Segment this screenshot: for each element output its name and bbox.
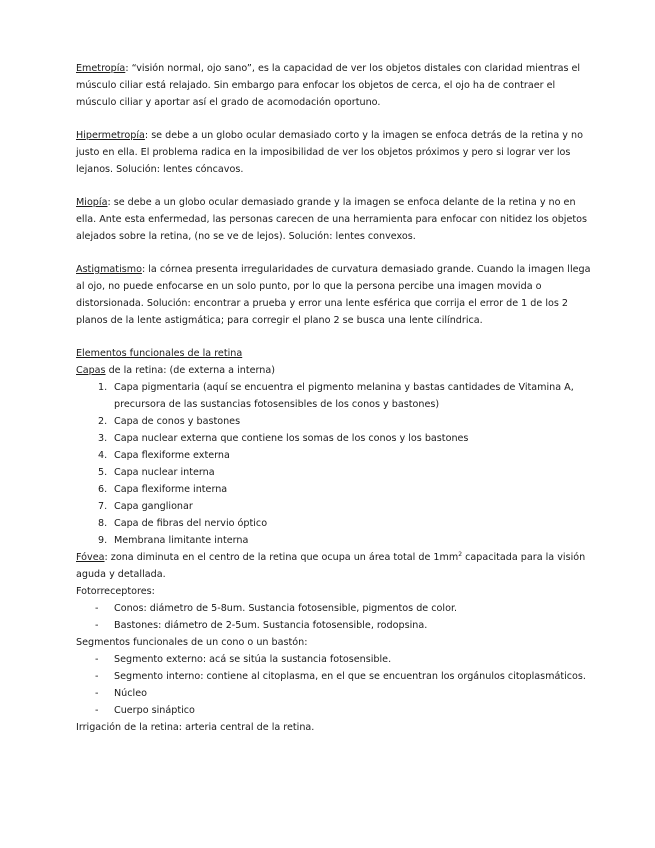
fovea-paragraph — [76, 549, 595, 583]
capas-rest: de la retina: (de externa a interna) — [105, 365, 275, 376]
list-item — [98, 498, 595, 515]
list-text: Núcleo — [114, 688, 147, 699]
segmentos-title: Segmentos funcionales de un cono o un bastón: — [76, 637, 308, 648]
list-text: Capa nuclear externa que contiene los somas de los conos y los bastones — [114, 433, 469, 444]
term-emetropia: Emetropía — [76, 63, 126, 74]
list-text: Bastones: diámetro de 2-5um. Sustancia fotosensible, rodopsina. — [114, 620, 428, 631]
list-text: Capa flexiforme externa — [114, 450, 230, 461]
capas-title — [76, 362, 595, 379]
list-item — [98, 379, 595, 413]
list-dash: - — [95, 620, 99, 631]
fovea-text-a: : zona diminuta en el centro de la retina que ocupa un área total de 1mm — [104, 552, 459, 563]
paragraph-miopia — [76, 194, 595, 245]
list-item — [95, 600, 595, 617]
segments-list — [76, 651, 595, 719]
text-miopia: : se debe a un globo ocular demasiado grande y la imagen se enfoca delante de la retina y no en ella. Ante esta enfermedad, las personas carecen de una herramienta para enfocar con nitidez los objetos alejados sobre la retina, (no se ve de lejos). Solución: lentes convexos. — [76, 197, 587, 242]
list-number: 4. — [98, 450, 108, 461]
list-number: 3. — [98, 433, 108, 444]
list-text: Membrana limitante interna — [114, 535, 249, 546]
list-text: Conos: diámetro de 5-8um. Sustancia fotosensible, pigmentos de color. — [114, 603, 458, 614]
paragraph-emetropia — [76, 60, 595, 111]
list-number: 2. — [98, 416, 108, 427]
fotorreceptores-title: Fotorreceptores: — [76, 586, 155, 597]
list-text: Segmento externo: acá se sitúa la sustancia fotosensible. — [114, 654, 392, 665]
list-item — [95, 702, 595, 719]
retina-heading: Elementos funcionales de la retina — [76, 348, 243, 359]
list-text: Capa de conos y bastones — [114, 416, 241, 427]
list-number: 6. — [98, 484, 108, 495]
list-number: 1. — [98, 382, 108, 393]
fovea-superscript: 2 — [458, 551, 463, 558]
list-number: 9. — [98, 535, 108, 546]
term-astigmatismo: Astigmatismo — [76, 264, 142, 275]
list-item — [98, 430, 595, 447]
photoreceptors-list — [76, 600, 595, 634]
list-number: 7. — [98, 501, 108, 512]
list-text: Capa pigmentaria (aquí se encuentra el pigmento melanina y bastas cantidades de Vitamina A, precursora de las sustancias fotosensibles de los conos y bastones) — [114, 382, 574, 410]
list-dash: - — [95, 603, 99, 614]
list-text: Capa flexiforme interna — [114, 484, 228, 495]
term-miopia: Miopía — [76, 197, 108, 208]
list-item — [98, 532, 595, 549]
list-text: Capa ganglionar — [114, 501, 193, 512]
capas-term: Capas — [76, 365, 106, 376]
text-emetropia: : “visión normal, ojo sano”, es la capacidad de ver los objetos distales con claridad mientras el músculo ciliar está relajado. Sin embargo para enfocar los objetos de cerca, el ojo ha de contraer el músculo ciliar y aportar así el grado de acomodación oportuno. — [76, 63, 581, 108]
list-item — [98, 464, 595, 481]
list-number: 5. — [98, 467, 108, 478]
list-item — [98, 481, 595, 498]
fovea-term: Fóvea — [76, 552, 105, 563]
list-dash: - — [95, 705, 99, 716]
retina-layers-list — [76, 379, 595, 549]
list-dash: - — [95, 654, 99, 665]
list-text: Capa de fibras del nervio óptico — [114, 518, 268, 529]
list-item — [95, 617, 595, 634]
list-item — [98, 413, 595, 430]
list-text: Cuerpo sináptico — [114, 705, 195, 716]
list-dash: - — [95, 688, 99, 699]
paragraph-astigmatismo — [76, 261, 595, 329]
list-text: Segmento interno: contiene al citoplasma, en el que se encuentran los orgánulos citoplasmáticos. — [114, 671, 586, 682]
fovea-text-b: capacitada para la visión aguda y detallada. — [76, 552, 586, 580]
paragraph-hipermetropia — [76, 127, 595, 178]
term-hipermetropia: Hipermetropía — [76, 130, 145, 141]
irrigacion-line: Irrigación de la retina: arteria central de la retina. — [76, 722, 315, 733]
list-text: Capa nuclear interna — [114, 467, 215, 478]
list-number: 8. — [98, 518, 108, 529]
text-hipermetropia: : se debe a un globo ocular demasiado corto y la imagen se enfoca detrás de la retina y no justo en ella. El problema radica en la imposibilidad de ver los objetos próximos y pero si lograr ver los lejanos. Solución: lentes cóncavos. — [76, 130, 583, 175]
list-item — [95, 685, 595, 702]
list-item — [95, 651, 595, 668]
list-item — [98, 447, 595, 464]
list-dash: - — [95, 671, 99, 682]
list-item — [98, 515, 595, 532]
text-astigmatismo: : la córnea presenta irregularidades de curvatura demasiado grande. Cuando la imagen llega al ojo, no puede enfocarse en un solo punto, por lo que la persona percibe una imagen movida o distorsionada. Solución: encontrar a prueba y error una lente esférica que corrija el error de 1 de los 2 planos de la lente astigmática; para corregir el plano 2 se busca una lente cilíndrica. — [76, 264, 591, 326]
list-item — [95, 668, 595, 685]
